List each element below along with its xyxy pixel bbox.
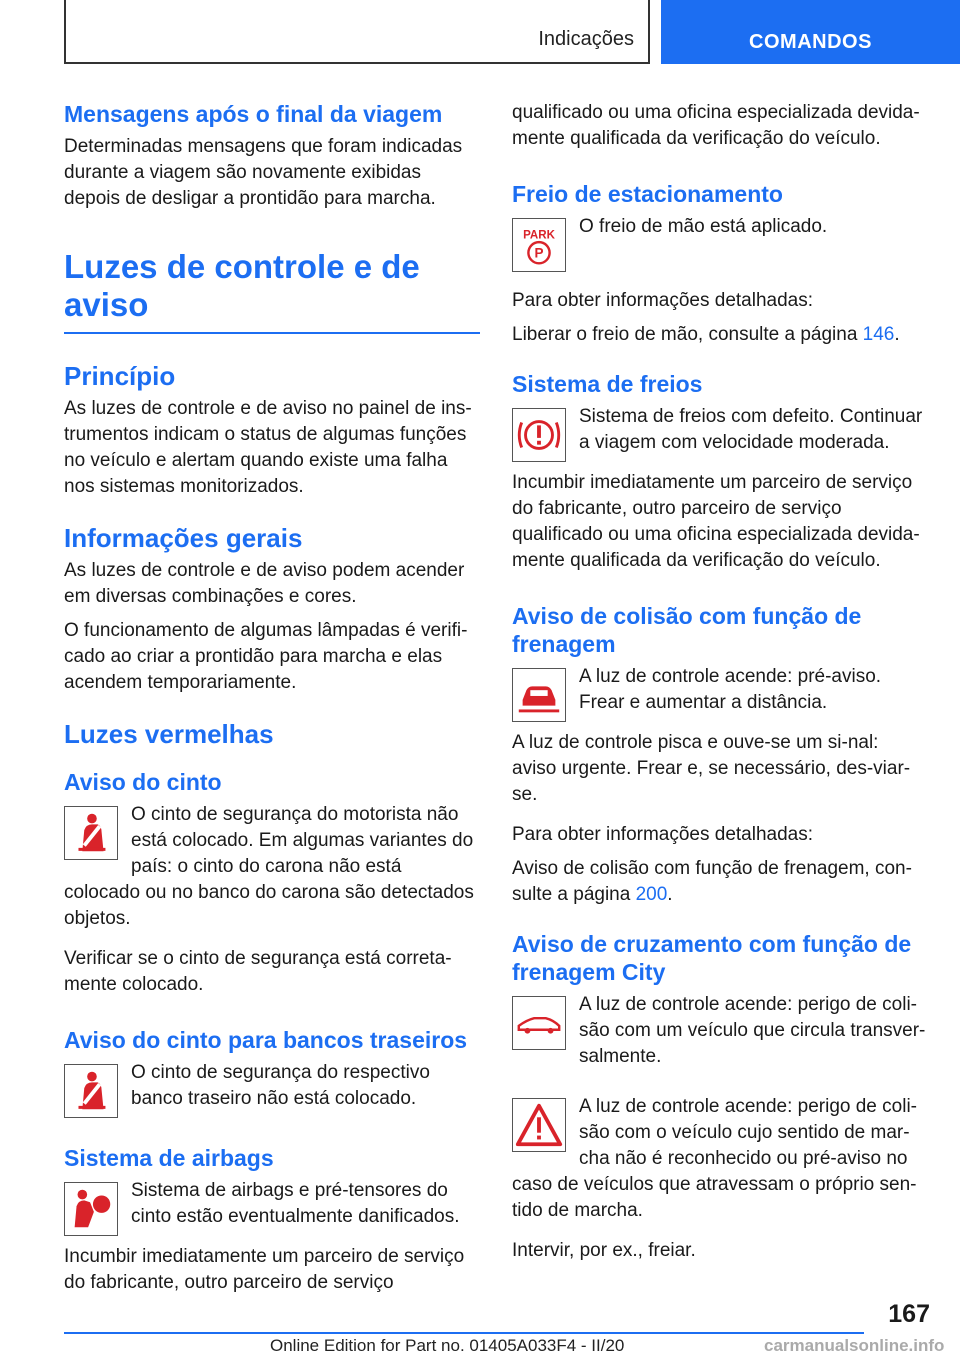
para-principle: As luzes de controle e de aviso no painel de ins-trumentos indicam o status de algumas funções no veículo e alertam quando existe uma falha nos sistemas monitorizados. (64, 398, 472, 497)
para-brakes-2: Incumbir imediatamente um parceiro de serviço do fabricante, outro parceiro de serviço qualificado ou uma oficina especializada devida-mente qualificada da verificação do veículo. (512, 472, 920, 571)
heading-collision: Aviso de colisão com função de frenagem (512, 603, 862, 657)
seatbelt-icon (64, 806, 118, 860)
heading-belt-warning: Aviso do cinto (64, 769, 222, 795)
parking-brake-block (512, 214, 928, 276)
para-parking-brake: O freio de mão está aplicado. (579, 216, 828, 237)
cross-traffic-block (512, 992, 928, 1078)
belt-rear-block (64, 1060, 480, 1122)
header-chapter-tab[interactable]: COMANDOS (661, 0, 960, 64)
para-cross-3: Intervir, por ex., freiar. (512, 1240, 696, 1261)
para-after-trip: Determinadas mensagens que foram indicadas durante a viagem são novamente exibidas depois de desligar a prontidão para marcha. (64, 136, 463, 209)
collision-warning-icon (512, 668, 566, 722)
para-airbag-1: Sistema de airbags e pré-tensores do cinto estão eventualmente danificados. (131, 1180, 460, 1227)
para-airbag-2: Incumbir imediatamente um parceiro de serviço do fabricante, outro parceiro de serviço (64, 1246, 465, 1293)
park-icon-label: PARK (523, 229, 555, 242)
brake-warning-icon (512, 408, 566, 462)
para-collision-2: A luz de controle pisca e ouve-se um si-nal: aviso urgente. Frear e, se necessário, des-viar-se. (512, 732, 911, 805)
footer-edition: Online Edition for Part no. 01405A033F4 - II/20 (270, 1336, 625, 1355)
parking-brake-icon (512, 218, 566, 272)
para-belt-rear: O cinto de segurança do respectivo banco traseiro não está colocado. (131, 1062, 430, 1109)
parking-ref-text: Liberar o freio de mão, consulte a página (512, 324, 863, 345)
para-general-1: As luzes de controle e de aviso podem acender em diversas combinações e cores. (64, 560, 465, 607)
para-continued: qualificado ou uma oficina especializada devida-mente qualificada da verificação do veículo. (512, 102, 920, 149)
cross-traffic-icon (512, 996, 566, 1050)
parking-page-link[interactable]: 146 (862, 324, 895, 345)
page-title: Luzes de controle e de aviso (64, 248, 480, 334)
collision-block (512, 664, 928, 726)
heading-belt-rear: Aviso do cinto para bancos traseiros (64, 1027, 468, 1053)
para-cross-1: A luz de controle acende: perigo de coli-são com um veículo que circula transver-salmente. (579, 994, 926, 1067)
airbag-block (64, 1178, 480, 1240)
para-belt-check: Verificar se o cinto de segurança está correta-mente colocado. (64, 948, 452, 995)
para-collision-ref: Aviso de colisão com função de frenagem, con-sulte a página 200. (512, 858, 912, 905)
para-collision-more: Para obter informações detalhadas: (512, 824, 814, 845)
svg-text:P: P (534, 245, 544, 261)
collision-ref-text: Aviso de colisão com função de frenagem, con-sulte a página (512, 858, 912, 905)
watermark: carmanualsonline.info (764, 1336, 945, 1355)
para-cross-2: A luz de controle acende: perigo de coli-são com o veículo cujo sentido de mar-cha não é reconhecido ou pré-aviso no caso de veículos que atravessam o próprio sen-tido de marcha. (512, 1096, 917, 1221)
para-belt-warning: O cinto de segurança do motorista não está colocado. Em algumas variantes do país: o cinto do carona não está colocado ou no banco do carona são detectados objetos. (64, 804, 474, 929)
para-parking-more: Para obter informações detalhadas: (512, 290, 814, 311)
heading-red-lights: Luzes vermelhas (64, 719, 274, 749)
heading-general: Informações gerais (64, 523, 303, 553)
header-section-label: Indicações (538, 28, 634, 50)
page-number: 167 (888, 1300, 930, 1328)
para-brakes-1: Sistema de freios com defeito. Continuar a viagem com velocidade moderada. (579, 406, 923, 453)
para-parking-ref: Liberar o freio de mão, consulte a página 146. (512, 324, 900, 345)
heading-airbag: Sistema de airbags (64, 1145, 274, 1171)
belt-warning-block (64, 802, 480, 940)
header-left-rule (64, 0, 66, 64)
right-column (512, 100, 928, 1272)
airbag-icon (64, 1182, 118, 1236)
footer-rule (64, 1332, 864, 1334)
para-collision-1: A luz de controle acende: pré-aviso. Frear e aumentar a distância. (579, 666, 882, 713)
heading-parking-brake: Freio de estacionamento (512, 181, 783, 207)
heading-cross-traffic: Aviso de cruzamento com função de frenagem City (512, 931, 912, 985)
header-right-rule (648, 0, 650, 64)
left-column (64, 100, 480, 1304)
para-general-2: O funcionamento de algumas lâmpadas é verifi-cado ao criar a prontidão para marcha e elas acendem temporariamente. (64, 620, 468, 693)
heading-after-trip: Mensagens após o final da viagem (64, 101, 443, 127)
brake-system-block (512, 404, 928, 466)
cross-traffic-block-2 (512, 1094, 928, 1232)
rear-seatbelt-icon (64, 1064, 118, 1118)
heading-principle: Princípio (64, 361, 176, 391)
heading-brake-system: Sistema de freios (512, 371, 703, 397)
warning-triangle-icon (512, 1098, 566, 1152)
collision-page-link[interactable]: 200 (635, 884, 668, 905)
header-bottom-rule (64, 62, 650, 64)
